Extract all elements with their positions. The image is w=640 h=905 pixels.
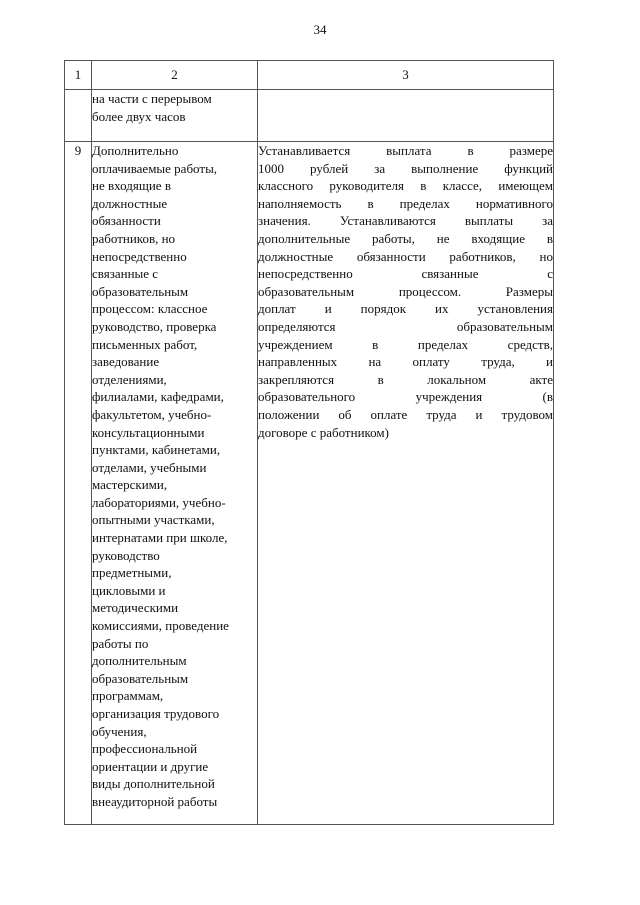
work-type-line: не входящие в <box>92 178 171 194</box>
work-type-line: руководство, проверка <box>92 318 217 334</box>
work-type-line: профессиональной <box>92 741 198 757</box>
table-row-9 <box>65 142 554 825</box>
conditions-cell <box>258 90 554 142</box>
work-type-line: заведование <box>92 354 160 370</box>
page-number: 34 <box>313 22 327 37</box>
work-type-line: программам, <box>92 688 164 704</box>
conditions-line: наполняемость в пределах нормативного <box>258 195 553 211</box>
work-type-line: факультетом, учебно- <box>92 406 212 422</box>
work-type-line: обучения, <box>92 723 147 739</box>
work-type-line: мастерскими, <box>92 477 168 493</box>
conditions-line: определяются образовательным <box>258 318 553 334</box>
header-cell-2: 2 <box>92 61 258 90</box>
work-type-line: обязанности <box>92 213 161 229</box>
work-type-line: отделами, учебными <box>92 459 207 475</box>
work-type-line: консультационными <box>92 424 205 440</box>
work-type-line: Дополнительно <box>92 143 179 158</box>
work-type-line: работников, но <box>92 230 176 246</box>
work-type-line: отделениями, <box>92 371 167 387</box>
work-type-line: лабораториями, учебно- <box>92 494 226 510</box>
work-type-line: процессом: классное <box>92 301 208 317</box>
conditions-line: направленных на оплату труда, и <box>258 354 553 370</box>
work-type-line: пунктами, кабинетами, <box>92 442 221 458</box>
work-type-line: интернатами при школе, <box>92 530 228 546</box>
table-header-row <box>65 61 554 90</box>
work-type-line: образовательным <box>92 670 189 686</box>
table-row-continuation <box>65 90 554 142</box>
conditions-line: дополнительные работы, не входящие в <box>258 230 553 246</box>
work-type-line: комиссиями, проведение <box>92 618 229 634</box>
work-type-line: опытными участками, <box>92 512 215 528</box>
work-type-line: методическими <box>92 600 179 616</box>
conditions-line: 1000 рублей за выполнение функций <box>258 160 553 176</box>
work-type-line: образовательным <box>92 283 189 299</box>
conditions-cell <box>258 142 554 825</box>
work-type-line: письменных работ, <box>92 336 198 352</box>
conditions-line: непосредственно связанные с <box>258 266 553 282</box>
conditions-line: положении об оплате труда и трудовом <box>258 406 553 422</box>
work-type-cell <box>92 90 258 142</box>
header-cell-3: 3 <box>258 61 554 90</box>
work-type-line: руководство <box>92 547 160 563</box>
conditions-line: Устанавливается выплата в размере <box>258 143 553 158</box>
conditions-line: учреждением в пределах средств, <box>258 336 553 352</box>
row-number-cell: 9 <box>65 142 92 825</box>
work-type-line: должностные <box>92 195 168 211</box>
conditions-line: образовательным процессом. Размеры <box>258 283 553 299</box>
work-type-line: оплачиваемые работы, <box>92 160 218 176</box>
work-type-line: связанные с <box>92 266 159 282</box>
work-type-line: на части с перерывом <box>92 91 212 106</box>
conditions-line: закрепляются в локальном акте <box>258 371 553 387</box>
work-type-line: виды дополнительной <box>92 776 215 792</box>
conditions-line: доплат и порядок их установления <box>258 301 553 317</box>
work-type-line: непосредственно <box>92 248 187 264</box>
conditions-line: должностные обязанности работников, но <box>258 248 553 264</box>
work-type-line: дополнительным <box>92 653 187 669</box>
work-type-line: предметными, <box>92 565 172 581</box>
work-type-line: работы по <box>92 635 149 651</box>
work-type-line: организация трудового <box>92 706 220 721</box>
conditions-line: договоре с работником) <box>258 424 389 440</box>
conditions-line: образовательного учреждения (в <box>258 389 553 405</box>
work-type-line: филиалами, кафедрами, <box>92 389 224 405</box>
work-type-cell <box>92 142 258 825</box>
work-type-line: ориентации и другие <box>92 758 209 774</box>
conditions-line: классного руководителя в классе, имеющем <box>258 178 553 194</box>
conditions-line: значения. Устанавливаются выплаты за <box>258 213 553 229</box>
header-cell-1: 1 <box>65 61 92 90</box>
work-type-line: внеаудиторной работы <box>92 793 218 809</box>
row-number-cell <box>65 90 92 142</box>
work-type-line: более двух часов <box>92 108 186 124</box>
work-type-line: цикловыми и <box>92 582 166 598</box>
document-table <box>64 60 554 825</box>
